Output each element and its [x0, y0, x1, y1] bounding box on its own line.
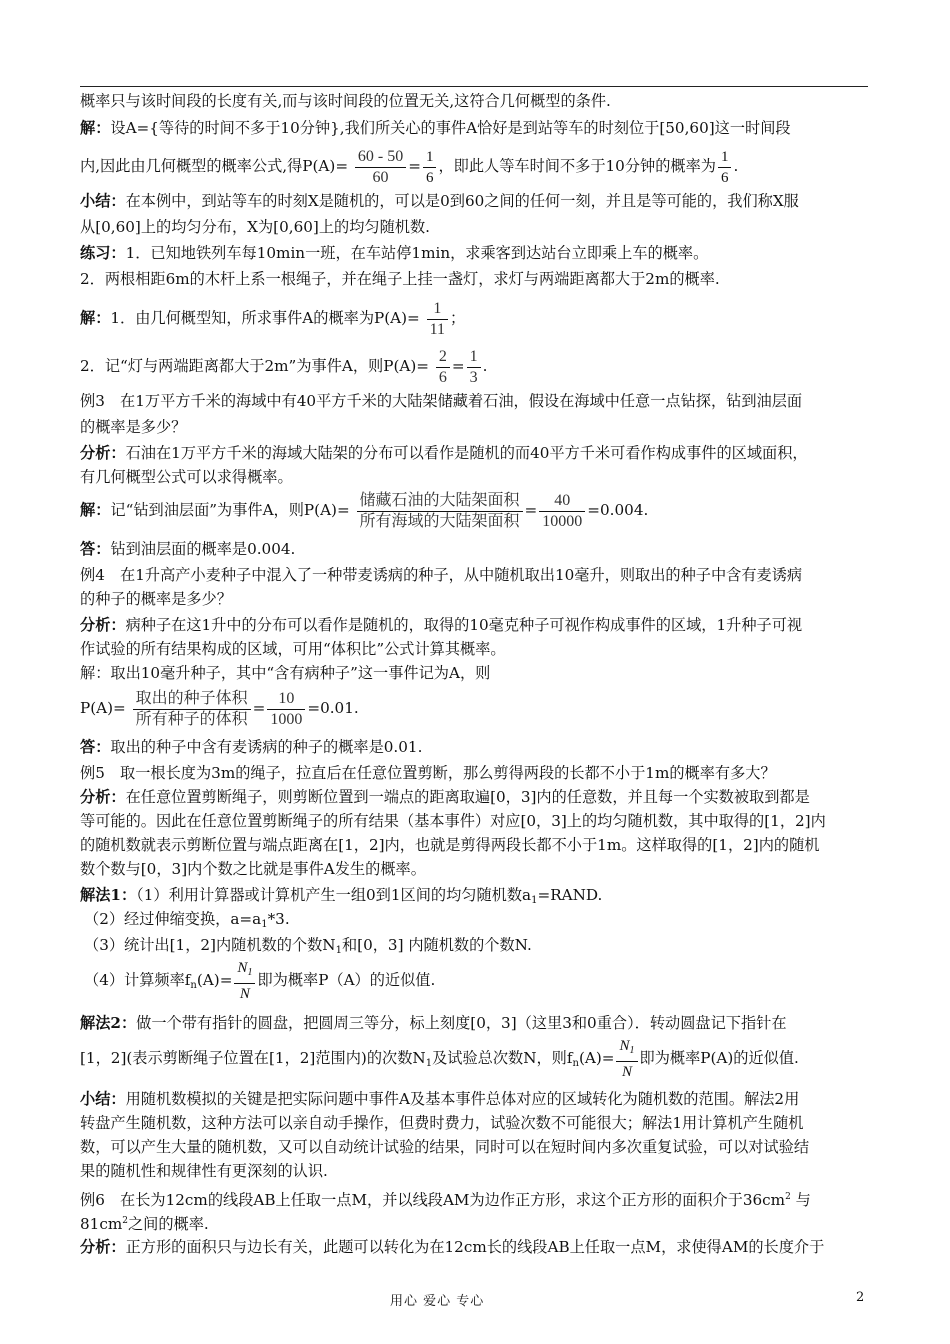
line-text: 设A={等待的时间不多于10分钟},我们所关心的事件A恰好是到站等车的时刻位于[50,60]这一时间段: [110, 119, 791, 137]
label-analysis: 分析：: [80, 616, 126, 634]
line-text: 在任意位置剪断绳子，则剪断位置到一端点的距离取遍[0，3]内的任意数，并且每一个实数被取到都是: [125, 788, 810, 806]
line-text: 数，可以产生大量的随机数，又可以自动统计试验的结果，同时可以在短时间内多次重复试验，可以对试验结: [80, 1138, 809, 1156]
line-text: ，即此人等车时间不多于10分钟的概率为: [438, 157, 716, 175]
text-line: [80, 834, 870, 856]
text-line: [80, 588, 870, 610]
label-answer: 答：: [80, 738, 111, 756]
analysis-line: [80, 786, 870, 808]
line-text: P(A)=: [80, 699, 131, 717]
footer-motto: 用心 爱心 专心: [390, 1294, 485, 1309]
text-line: [80, 268, 870, 290]
fraction: $\frac{1}{6}$: [718, 147, 732, 188]
line-text: 例3 在1万平方千米的海域中有40平方千米的大陆架储藏着石油，假设在海域中任意一点钻探，钻到油层面: [80, 392, 803, 410]
line-text: 的概率是多少？: [80, 418, 187, 436]
line-text: 的随机数就表示剪断位置与端点距离在[1，2]内，也就是剪得两段长都不小于1m。这样取得的[1，2]内的随机: [80, 836, 820, 854]
example-line: 例6 在长为12cm的线段AB上任取一点M，并以线段AM为边作正方形，求这个正方形的面积介于$36cm^2$ 与: [80, 1191, 811, 1209]
line-text: 有几何概型公式可以求得概率。: [80, 468, 293, 486]
analysis-line: [80, 1236, 870, 1258]
line-text: 记“钻到油层面”为事件A，则P(A)=: [110, 501, 355, 519]
line-text: 内,因此由几何概型的概率公式,得P(A)=: [80, 157, 353, 175]
line-text: 石油在1万平方千米的海域大陆架的分布可以看作是随机的而40平方千米可看作构成事件的区域面积，: [125, 444, 808, 462]
line-text: 的种子的概率是多少？: [80, 590, 232, 608]
label-summary: 小结：: [80, 192, 126, 210]
text-line: [80, 1136, 870, 1158]
text-line: [80, 1112, 870, 1134]
method-line: [80, 1012, 870, 1034]
line-text: 在本例中，到站等车的时刻X是随机的，可以是0到60之间的任何一刻，并且是等可能的，我们称X服: [125, 192, 799, 210]
text-line: [80, 1160, 870, 1182]
text-line: [80, 90, 870, 112]
formula-line: [1，2](表示剪断绳子位置在[1，2]范围内)的次数$N_1$及试验总次数N，则$f_n(A)=$ $\frac{N_1}{N}$ 即为概率P(A)的近似值.: [80, 1038, 799, 1080]
summary-line: [80, 190, 870, 212]
line-text: 病种子在这1升中的分布可以看作是随机的，取得的10毫克种子可视作构成事件的区域，1升种子可视: [125, 616, 803, 634]
line-text: 数个数与[0，3]内个数之比就是事件A发生的概率。: [80, 860, 426, 878]
line-text: 例5 取一根长度为3m的绳子，拉直后在任意位置剪断，那么剪得两段的长都不小于1m的概率有多大？: [80, 764, 776, 782]
label-exercise: 练习：: [80, 244, 126, 262]
label-answer: 答：: [80, 540, 111, 558]
text-line: [80, 638, 870, 660]
answer-line: [80, 736, 870, 758]
formula-line: 内,因此由几何概型的概率公式,得P(A)= $\frac{60 - 50}{60}$ = $\frac{1}{6}$ ，即此人等车时间不多于10分钟的概率为 $\frac{1}{6}$ .: [80, 147, 739, 186]
example-line: [80, 564, 870, 586]
label-analysis: 分析：: [80, 444, 126, 462]
fraction: $\frac{60 - 50}{60}$: [355, 147, 406, 188]
step-line: （3）统计出[1，2]内随机数的个数$N_1$和[0，3] 内随机数的个数N.: [84, 936, 532, 956]
line-text: 解：取出10毫升种子，其中“含有病种子”这一事件记为A，则: [80, 664, 491, 682]
fraction: $\frac{1}{6}$: [423, 147, 437, 188]
answer-line: [80, 538, 870, 560]
analysis-line: [80, 442, 870, 464]
line-text: 2．记“灯与两端距离都大于2m”为事件A，则P(A)=: [80, 357, 434, 375]
line-text: 钻到油层面的概率是0.004.: [110, 540, 296, 558]
fraction: $\frac{N_1}{N}$: [234, 958, 255, 1002]
step-line: （2）经过伸缩变换，$a=a_1*3$.: [84, 910, 290, 930]
text-line: [80, 466, 870, 488]
solution-line: 2．记“灯与两端距离都大于2m”为事件A，则P(A)= $\frac{2}{6}$ = $\frac{1}{3}$ .: [80, 347, 488, 386]
label-analysis: 分析：: [80, 788, 126, 806]
line-text: 例4 在1升高产小麦种子中混入了一种带麦诱病的种子，从中随机取出10毫升，则取出的种子中含有麦诱病: [80, 566, 803, 584]
line-text: 等可能的。因此在任意位置剪断绳子的所有结果（基本事件）对应[0，3]上的均匀随机数，其中取得的[1，2]内: [80, 812, 826, 830]
line-text: 1．已知地铁列车每10min一班，在车站停1min，求乘客到达站台立即乘上车的概率。: [125, 244, 709, 262]
label-solution: 解：: [80, 501, 111, 519]
label-solution: 解：: [80, 309, 111, 327]
step-line: （4）计算频率$f_n(A)=$ $\frac{N_1}{N}$ 即为概率P（A）的近似值.: [84, 960, 436, 1002]
fraction: $\frac{1}{3}$: [467, 347, 481, 388]
solution-line: 解：1．由几何概型知，所求事件A的概率为P(A)= $\frac{1}{11}$ ；: [80, 299, 466, 338]
solution-line: 解：记“钻到油层面”为事件A，则P(A)= $\frac{\text{储藏石油的大陆架面积}}{\text{所有海域的大陆架面积}}$ = $\frac{40}{10000}$ =0.004.: [80, 491, 649, 530]
example-line: [80, 390, 870, 412]
summary-line: [80, 1088, 870, 1110]
fraction: $\frac{\text{取出的种子体积}}{\text{所有种子的体积}}$: [133, 689, 251, 730]
line-text: 1．由几何概型知，所求事件A的概率为P(A)=: [110, 309, 425, 327]
fraction: $\frac{1}{11}$: [427, 299, 448, 340]
line-text: 2．两根相距6m的木杆上系一根绳子，并在绳子上挂一盏灯，求灯与两端距离都大于2m的概率.: [80, 270, 720, 288]
fraction: $\frac{\text{储藏石油的大陆架面积}}{\text{所有海域的大陆架面积}}$: [357, 491, 523, 532]
text-line: [80, 416, 870, 438]
exercise-line: [80, 242, 870, 264]
fraction: $\frac{40}{10000}$: [539, 491, 585, 532]
header-rule: [80, 86, 868, 87]
fraction: $\frac{10}{1000}$: [267, 689, 305, 730]
method-line: 解法1：（1）利用计算器或计算机产生一组0到1区间的均匀随机数$a_1=RAND$.: [80, 886, 603, 906]
page-number: 2: [856, 1290, 865, 1305]
line-text: 从[0,60]上的均匀分布，X为[0,60]上的均匀随机数.: [80, 218, 430, 236]
text-line: [80, 216, 870, 238]
text-line: $81cm^2$之间的概率.: [80, 1215, 209, 1233]
fraction: $\frac{2}{6}$: [436, 347, 450, 388]
label-analysis: 分析：: [80, 1238, 126, 1256]
line-text: 作试验的所有结果构成的区域，可用“体积比”公式计算其概率。: [80, 640, 506, 658]
line-text: 用随机数模拟的关键是把实际问题中事件A及基本事件总体对应的区域转化为随机数的范围。解法2用: [125, 1090, 800, 1108]
text-line: [80, 858, 870, 880]
line-text: 转盘产生随机数，这种方法可以亲自动手操作，但费时费力，试验次数不可能很大；解法1用计算机产生随机: [80, 1114, 804, 1132]
line-text: 做一个带有指针的圆盘，把圆周三等分，标上刻度[0，3]（这里3和0重合）．转动圆盘记下指针在: [136, 1014, 787, 1032]
formula-line: P(A)= $\frac{\text{取出的种子体积}}{\text{所有种子的体积}}$ = $\frac{10}{1000}$ =0.01.: [80, 689, 359, 728]
label-method-2: 解法2：: [80, 1014, 137, 1032]
text-line: [80, 662, 870, 684]
line-text: 果的随机性和规律性有更深刻的认识.: [80, 1162, 328, 1180]
text-line: [80, 810, 870, 832]
analysis-line: [80, 614, 870, 636]
line-text: 概率只与该时间段的长度有关,而与该时间段的位置无关,这符合几何概型的条件.: [80, 92, 611, 110]
label-solution: 解：: [80, 119, 111, 137]
line-text: 正方形的面积只与边长有关，此题可以转化为在12cm长的线段AB上任取一点M，求使得AM的长度介于: [125, 1238, 825, 1256]
label-method-1: 解法1：: [80, 886, 137, 904]
solution-line: [80, 117, 870, 139]
fraction: $\frac{N_1}{N}$: [616, 1036, 637, 1080]
label-summary: 小结：: [80, 1090, 126, 1108]
line-text: 取出的种子中含有麦诱病的种子的概率是0.01.: [110, 738, 423, 756]
example-line: [80, 762, 870, 784]
